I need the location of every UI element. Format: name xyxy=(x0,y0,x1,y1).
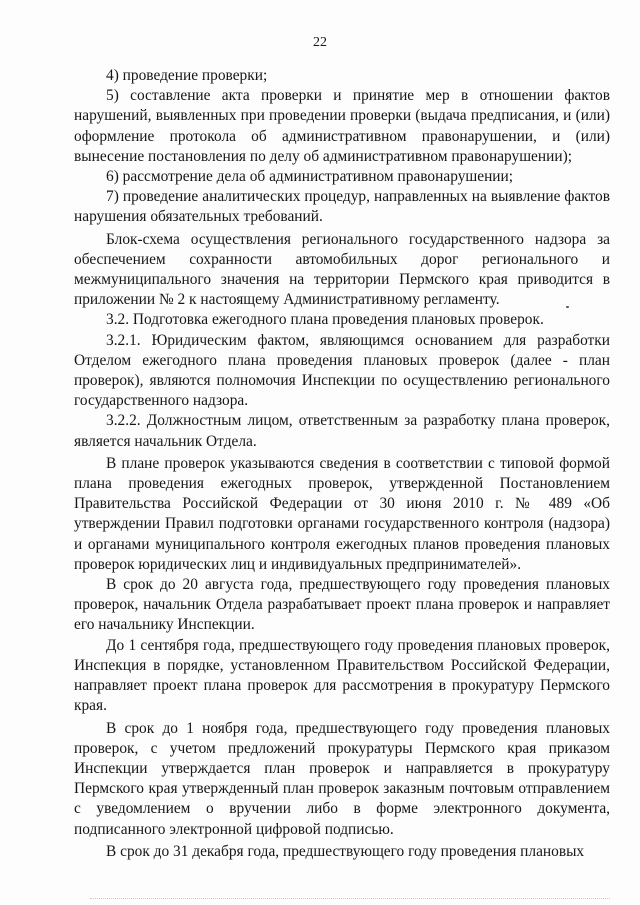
scan-bottom-edge xyxy=(90,898,610,899)
page-number: 22 xyxy=(313,35,327,50)
paragraph-3-2-2: 3.2.2. Должностным лицом, ответственным за разработку плана проверок, является начальник Отдела. xyxy=(74,412,610,450)
paragraph-3-2-1: 3.2.1. Юридическим фактом, являющимся основанием для разработки Отделом ежегодного плана проведения плановых проверок (далее - план проверок), являются полномочия Инспекции по осуществлению регионального государственного надзора. xyxy=(74,331,610,410)
paragraph-item-6: 6) рассмотрение дела об административном правонарушении; xyxy=(106,168,514,186)
paragraph-item-7: 7) проведение аналитических процедур, направленных на выявление фактов нарушения обязательных требований. xyxy=(74,188,610,226)
paragraph-september-deadline: До 1 сентября года, предшествующего году проведения плановых проверок, Инспекция в порядке, установленном Правительством Российской Федерации, направляет проект плана проверок для рассмотрения в прокуратуру Пермского края. xyxy=(74,636,610,715)
paragraph-august-deadline: В срок до 20 августа года, предшествующего году проведения плановых проверок, начальник Отдела разрабатывает проект плана проверок и направляет его начальнику Инспекции. xyxy=(74,576,610,634)
paragraph-december-deadline: В срок до 31 декабря года, предшествующего году проведения плановых xyxy=(106,842,585,860)
paragraph-plan-contents: В плане проверок указываются сведения в соответствии с типовой формой плана проведения ежегодных проверок, утвержденной Постановлением Правительства Российской Федерации от 30 июня 2010 г. № 489 «Об утверждении Правил подготовки органами государственного контроля (надзора) и органами муниципального контроля ежегодных планов проведения плановых проверок юридических лиц и индивидуальных предпринимателей». xyxy=(74,454,610,573)
document-body xyxy=(74,66,610,862)
scan-speck xyxy=(566,306,569,308)
paragraph-block-scheme: Блок-схема осуществления регионального государственного надзора за обеспечением сохранности автомобильных дорог регионального и межмуниципального значения на территории Пермского края приводится в приложении № 2 к настоящему Административному регламенту. xyxy=(74,230,610,309)
paragraph-item-4: 4) проведение проверки; xyxy=(106,67,268,84)
section-heading-3-2: 3.2. Подготовка ежегодного плана проведения плановых проверок. xyxy=(106,311,544,329)
paragraph-november-deadline: В срок до 1 ноября года, предшествующего году проведения плановых проверок, с учетом предложений прокуратуры Пермского края приказом Инспекции утверждается план проверок и направляется в прокуратуру Пермского края утвержденный план проверок заказным почтовым отправлением с уведомлением о вручении либо в форме электронного документа, подписанного электронной цифровой подписью. xyxy=(74,719,610,838)
paragraph-item-5: 5) составление акта проверки и принятие мер в отношении фактов нарушений, выявленных при проведении проверки (выдача предписания, и (или) оформление протокола об административном правонарушении, и (или) вынесение постановления по делу об административном правонарушении); xyxy=(74,87,610,165)
